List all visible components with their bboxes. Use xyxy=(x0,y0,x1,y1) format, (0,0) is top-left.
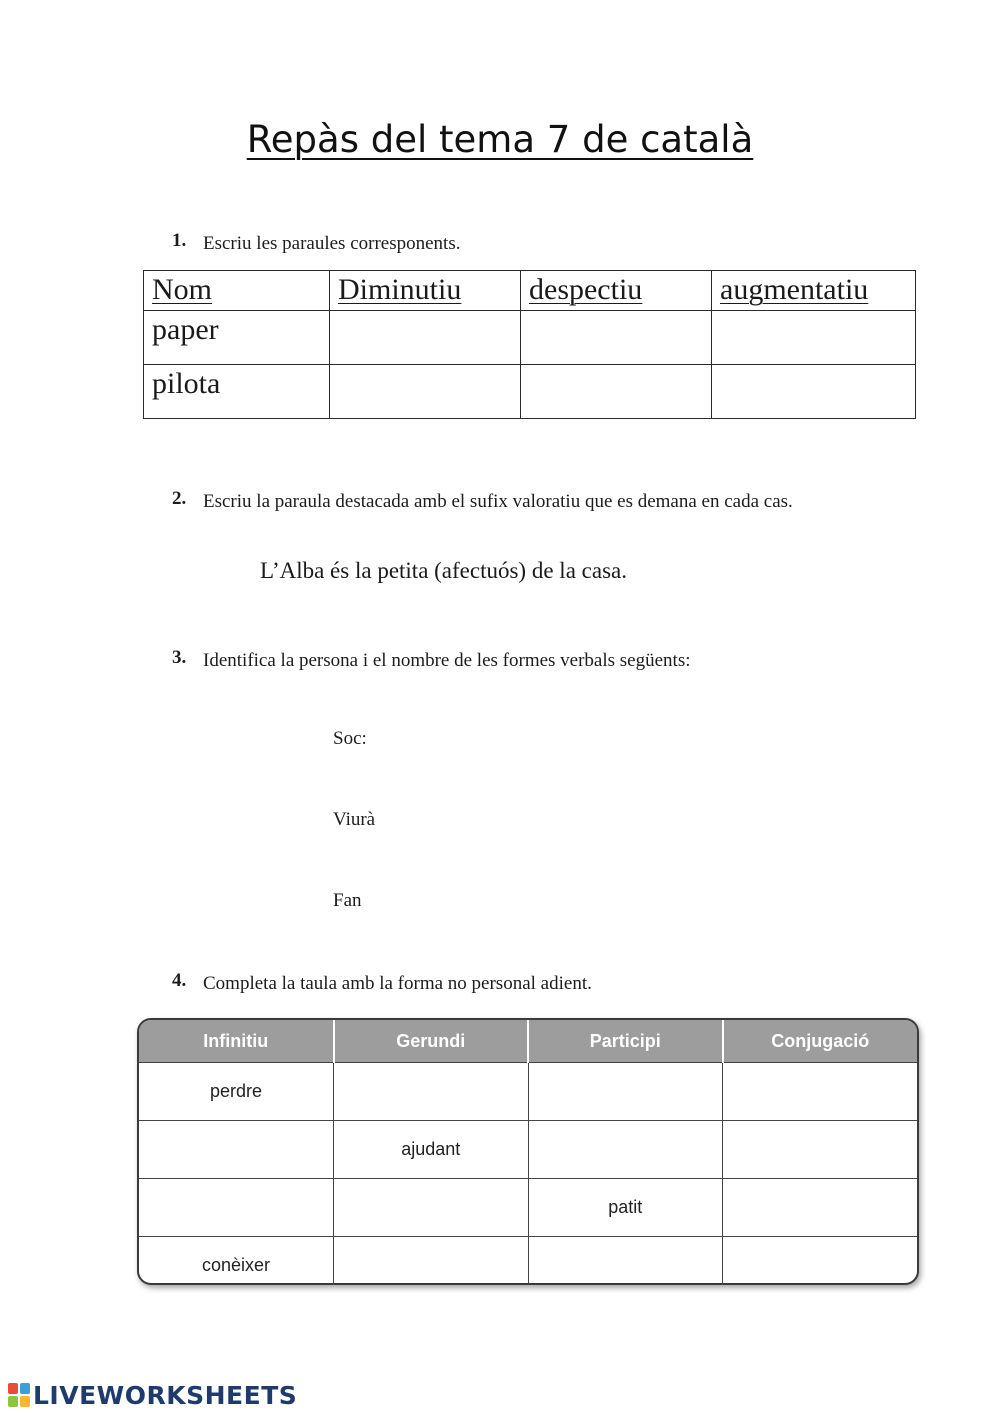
page-title: Repàs del tema 7 de català xyxy=(246,118,754,161)
table-row xyxy=(144,311,916,365)
answer-cell[interactable] xyxy=(528,1237,723,1286)
verb-form: Viurà xyxy=(333,809,376,830)
answer-cell[interactable] xyxy=(723,1121,918,1179)
answer-cell[interactable] xyxy=(528,1063,723,1121)
answer-cell[interactable] xyxy=(330,365,521,419)
answer-cell[interactable] xyxy=(330,311,521,365)
question-text: Completa la taula amb la forma no personal adient. xyxy=(203,973,592,994)
table-cell: pilota xyxy=(144,365,330,419)
answer-cell[interactable] xyxy=(521,365,712,419)
verb-form: Fan xyxy=(333,890,362,911)
header-cell: despectiu xyxy=(521,271,712,311)
verb-form: Soc: xyxy=(333,728,367,749)
table-cell: paper xyxy=(144,311,330,365)
question-number: 1. xyxy=(172,230,187,251)
question-text: Escriu les paraules corresponents. xyxy=(203,233,461,254)
answer-cell[interactable] xyxy=(334,1179,529,1237)
header-cell: Diminutiu xyxy=(330,271,521,311)
header-cell: Conjugació xyxy=(723,1020,918,1063)
question-4 xyxy=(172,970,833,997)
table-cell: ajudant xyxy=(334,1121,529,1179)
question-1 xyxy=(172,230,833,257)
logo-square xyxy=(20,1383,30,1394)
table-row xyxy=(139,1237,917,1286)
table-cell: perdre xyxy=(139,1063,334,1121)
example-sentence: L’Alba és la petita (afectuós) de la casa. xyxy=(260,558,627,583)
answer-cell[interactable] xyxy=(139,1121,334,1179)
table-row xyxy=(139,1063,917,1121)
word-forms-table xyxy=(143,270,916,419)
question-3 xyxy=(172,647,833,674)
header-cell: augmentatiu xyxy=(712,271,916,311)
answer-cell[interactable] xyxy=(723,1179,918,1237)
answer-cell[interactable] xyxy=(521,311,712,365)
verb-forms-table xyxy=(139,1020,917,1285)
logo-square xyxy=(8,1383,18,1394)
question-number: 3. xyxy=(172,647,187,668)
answer-cell[interactable] xyxy=(712,365,916,419)
answer-cell[interactable] xyxy=(712,311,916,365)
answer-cell[interactable] xyxy=(334,1237,529,1286)
question-text: Identifica la persona i el nombre de les formes verbals següents: xyxy=(203,650,691,671)
table-row xyxy=(144,365,916,419)
header-cell: Infinitiu xyxy=(139,1020,334,1063)
table-row xyxy=(139,1179,917,1237)
logo-text: LIVEWORKSHEETS xyxy=(33,1380,298,1410)
table-header-row xyxy=(139,1020,917,1063)
logo-square xyxy=(20,1396,30,1407)
verb-forms-table-frame xyxy=(137,1018,919,1285)
question-text: Escriu la paraula destacada amb el sufix valoratiu que es demana en cada cas. xyxy=(203,491,793,512)
table-cell: patit xyxy=(528,1179,723,1237)
answer-cell[interactable] xyxy=(139,1179,334,1237)
answer-cell[interactable] xyxy=(723,1237,918,1286)
header-cell: Gerundi xyxy=(334,1020,529,1063)
question-number: 2. xyxy=(172,488,187,509)
answer-cell[interactable] xyxy=(528,1121,723,1179)
liveworksheets-logo-icon xyxy=(8,1383,30,1407)
table-cell: conèixer xyxy=(139,1237,334,1286)
header-cell: Nom xyxy=(144,271,330,311)
logo-square xyxy=(8,1396,18,1407)
table-header-row xyxy=(144,271,916,311)
header-cell: Participi xyxy=(528,1020,723,1063)
answer-cell[interactable] xyxy=(723,1063,918,1121)
question-2 xyxy=(172,488,833,515)
liveworksheets-logo[interactable] xyxy=(8,1380,297,1410)
answer-cell[interactable] xyxy=(334,1063,529,1121)
table-row xyxy=(139,1121,917,1179)
question-number: 4. xyxy=(172,970,187,991)
